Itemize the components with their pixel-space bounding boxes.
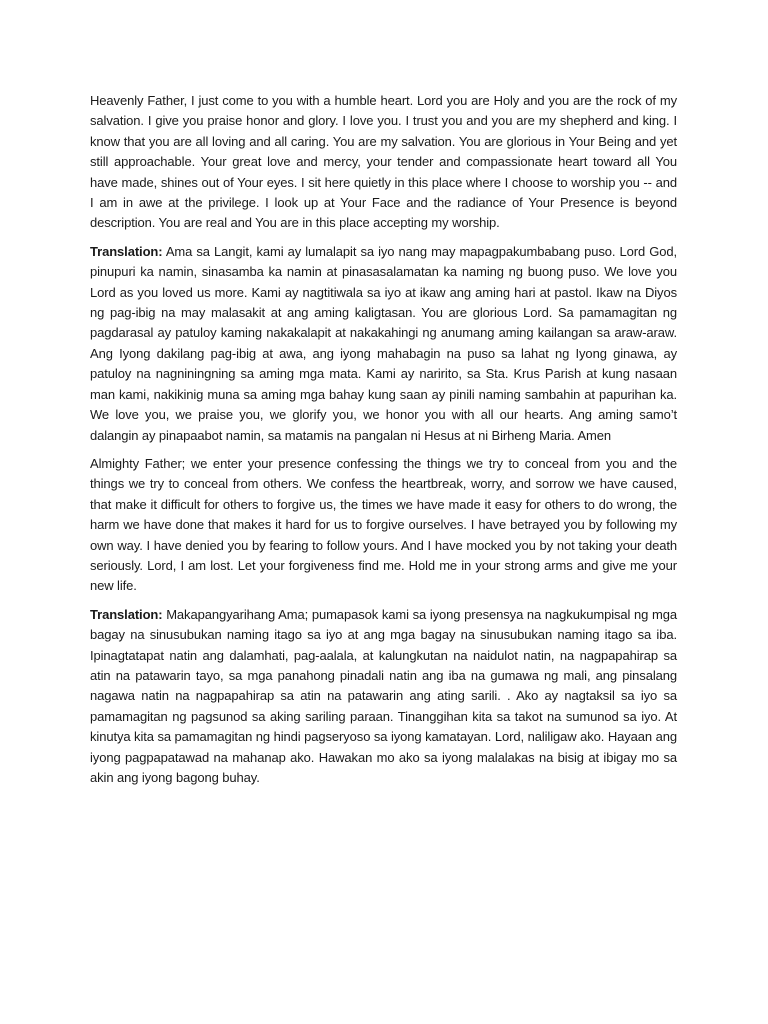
prayer-paragraph-translation-2 (90, 605, 677, 789)
paragraph-text: Makapangyarihang Ama; pumapasok kami sa iyong presensya na nagkukumpisal ng mga bagay na sinusubukan naming itago sa iyo at ang mga bagay na sinusubukan naming itago sa iba. Ipinagtatapat natin ang dalamhati, pag-aalala, at kalungkutan na naidulot natin, na nagpapahirap sa atin na patawarin tayo, sa mga panahong pinadali natin ang iba na gumawa ng mali, ang pinsalang nagawa natin na nagpapahirap sa atin na patawarin ang ating sarili. . Ako ay nagtaksil sa iyo sa pamamagitan ng pagsunod sa aking sariling paraan. Tinanggihan kita sa takot na sumunod sa iyo. At kinutya kita sa pamamagitan ng hindi pagseryoso sa iyong kamatayan. Lord, naliligaw ako. Hayaan ang iyong pagpapatawad na mahanap ako. Hawakan mo ako sa iyong malalakas na bisig at ibigay mo sa akin ang iyong bagong buhay. (90, 606, 677, 785)
prayer-paragraph-translation-1 (90, 242, 677, 446)
translation-label: Translation: (90, 243, 163, 259)
paragraph-text: Ama sa Langit, kami ay lumalapit sa iyo nang may mapagpakumbabang puso. Lord God, pinupuri ka namin, sinasamba ka namin at pinasasalamatan ka naming ng buong puso. We love you Lord as you loved us more. Kami ay nagtitiwala sa iyo at ikaw ang aming hari at pastol. Ikaw na Diyos ng pag-ibig na may malasakit at ang aming kaligtasan. You are glorious Lord. Sa pamamagitan ng pagdarasal ay patuloy kaming nakakalapit at nakakahingi ng anumang aming kailangan sa araw-araw. Ang Iyong dakilang pag-ibig at awa, ang iyong mahabagin na puso sa lahat ng Iyong ginawa, ay patuloy na nagniningning sa aming mga mata. Kami ay naririto, sa Sta. Krus Parish at kung nasaan man kami, nakikinig muna sa aming mga bahay kung saan ay pinili naming sambahin at papurihan ka. We love you, we praise you, we glorify you, we honor you with all our hearts. Ang aming samo’t dalangin ay pinapaabot namin, sa matamis na pangalan ni Hesus at ni Birheng Maria. Amen (90, 243, 677, 443)
paragraph-text: Almighty Father; we enter your presence confessing the things we try to conceal from you and the things we try to conceal from others. We confess the heartbreak, worry, and sorrow we have caused, that make it difficult for others to forgive us, the times we have made it easy for others to do wrong, the harm we have done that makes it hard for us to forgive ourselves. I have betrayed you by following my own way. I have denied you by fearing to follow yours. And I have mocked you by not taking your death seriously. Lord, I am lost. Let your forgiveness find me. Hold me in your strong arms and give me your new life. (90, 455, 677, 594)
prayer-paragraph-english-1 (90, 91, 677, 234)
paragraph-text: Heavenly Father, I just come to you with a humble heart. Lord you are Holy and you are the rock of my salvation. I give you praise honor and glory. I love you. I trust you and you are my shepherd and king. I know that you are all loving and all caring. You are my salvation. You are glorious in Your Being and yet still approachable. Your great love and mercy, your tender and compassionate heart toward all You have made, shines out of Your eyes. I sit here quietly in this place where I choose to worship you -- and I am in awe at the privilege. I look up at Your Face and the radiance of Your Presence is beyond description. You are real and You are in this place accepting my worship. (90, 93, 677, 231)
prayer-paragraph-english-2 (90, 454, 677, 597)
document-page (90, 91, 677, 796)
translation-label: Translation: (90, 606, 163, 622)
